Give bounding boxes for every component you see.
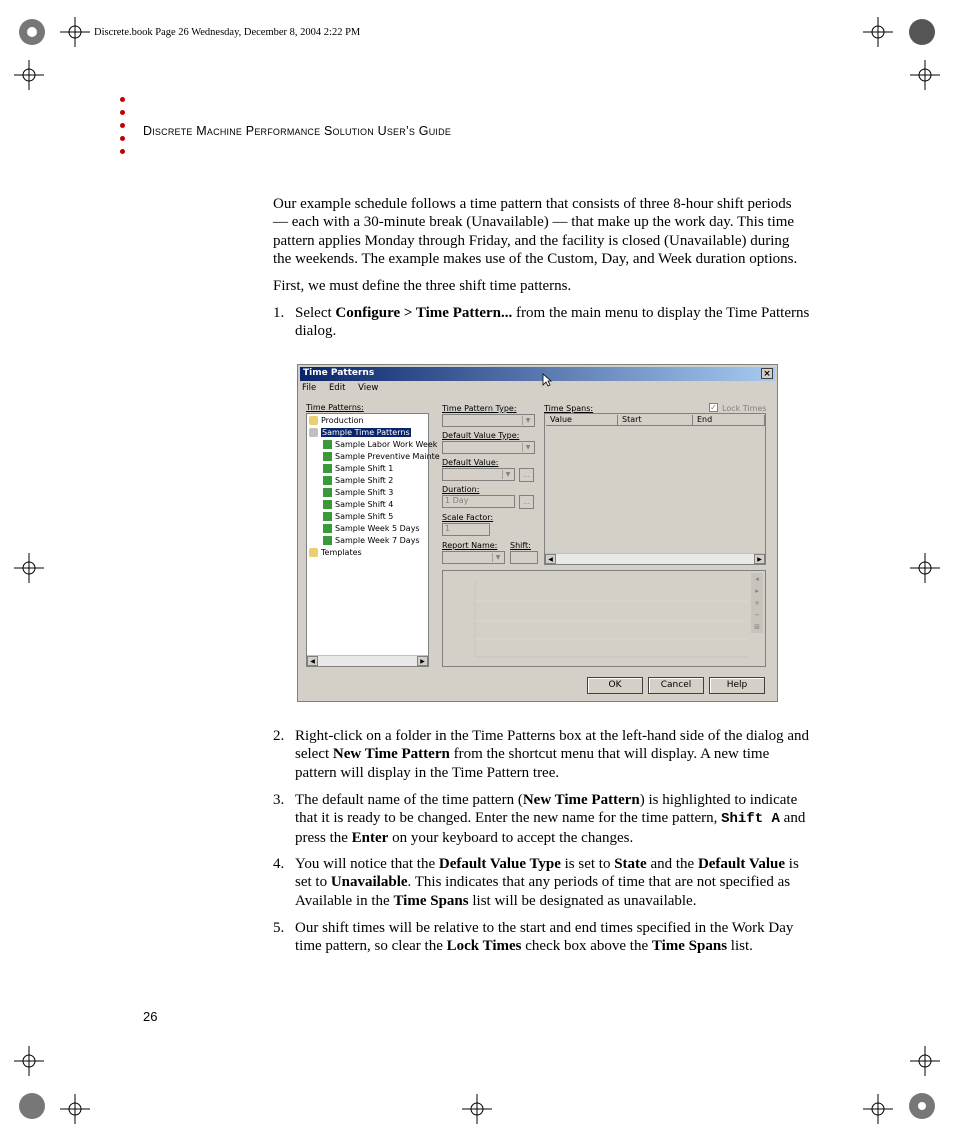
report-name-label: Report Name: — [442, 541, 498, 550]
time-pattern-chart — [442, 570, 766, 667]
tree-label: Time Patterns: — [306, 403, 364, 412]
margin-bullets — [120, 97, 130, 162]
default-value-button[interactable]: ... — [519, 468, 534, 482]
pattern-icon — [323, 476, 332, 485]
crop-mark-icon — [60, 17, 90, 47]
report-name-select[interactable] — [442, 551, 505, 564]
print-header: Discrete.book Page 26 Wednesday, December 8, 2004 2:22 PM — [94, 27, 361, 38]
tree-item[interactable]: Sample Preventive Mainte — [335, 452, 440, 461]
scale-label: Scale Factor: — [442, 513, 494, 522]
column-header[interactable]: Start — [618, 415, 693, 426]
help-button[interactable]: Help — [709, 677, 765, 694]
chart-grid — [443, 571, 765, 666]
tree-item[interactable]: Sample Shift 5 — [335, 512, 394, 521]
pattern-icon — [323, 440, 332, 449]
tree-item[interactable]: Sample Shift 4 — [335, 500, 394, 509]
tree-scrollbar[interactable] — [307, 655, 428, 666]
crop-mark-icon — [863, 1094, 893, 1124]
folder-icon — [309, 416, 318, 425]
duration-button[interactable]: ... — [519, 495, 534, 509]
scale-field[interactable]: 1 — [442, 523, 490, 536]
crop-mark-icon — [907, 1091, 937, 1121]
lock-times-checkbox[interactable]: ✓ — [710, 403, 717, 412]
pattern-icon — [323, 512, 332, 521]
crop-mark-icon — [910, 553, 940, 583]
ok-button[interactable]: OK — [587, 677, 643, 694]
pattern-type-select[interactable] — [442, 414, 535, 427]
scroll-left-icon[interactable]: ◀ — [545, 554, 556, 564]
grid-scrollbar[interactable] — [545, 553, 765, 564]
crop-mark-icon — [462, 1094, 492, 1124]
tree-item[interactable]: Production — [321, 416, 364, 425]
menu-edit[interactable]: Edit — [328, 383, 346, 393]
pattern-icon — [323, 488, 332, 497]
folder-icon — [309, 428, 318, 437]
tree-item[interactable]: Sample Shift 3 — [335, 488, 394, 497]
menu-bar — [302, 383, 388, 395]
pattern-icon — [323, 500, 332, 509]
close-icon[interactable]: × — [761, 368, 773, 379]
crop-mark-icon — [14, 553, 44, 583]
crop-mark-icon — [17, 1091, 47, 1121]
crop-mark-icon — [14, 60, 44, 90]
crop-mark-icon — [907, 17, 937, 47]
shift-label: Shift: — [510, 541, 531, 550]
column-header[interactable]: End — [693, 415, 765, 426]
pattern-icon — [323, 536, 332, 545]
default-type-label: Default Value Type: — [442, 431, 520, 440]
tree-item[interactable]: Sample Shift 1 — [335, 464, 394, 473]
scroll-right-icon[interactable]: ▶ — [754, 554, 765, 564]
crop-mark-icon — [910, 1046, 940, 1076]
chart-nav-icons[interactable]: ◂ ▸ + − ⊞ — [751, 573, 763, 633]
mouse-cursor-icon — [542, 373, 552, 387]
pattern-type-label: Time Pattern Type: — [442, 404, 517, 413]
time-patterns-dialog — [297, 364, 778, 702]
crop-mark-icon — [17, 17, 47, 47]
time-pattern-tree[interactable] — [306, 413, 440, 667]
folder-icon — [309, 548, 318, 557]
tree-item[interactable]: Sample Week 7 Days — [335, 536, 420, 545]
duration-label: Duration: — [442, 485, 480, 494]
page-number: 26 — [143, 1009, 158, 1024]
pattern-icon — [323, 452, 332, 461]
duration-field[interactable]: 1 Day — [442, 495, 515, 508]
pattern-icon — [323, 524, 332, 533]
intro-paragraph: Our example schedule follows a time pattern that consists of three 8-hour shift periods — each with a 30-minute break (Unavailable) — that make up the work day. This time pattern applies Monday through Friday, and the facility is closed (Unavailable) during the weekends. The example makes use of the Custom, Day, and Week duration options. — [273, 196, 798, 267]
cancel-button[interactable]: Cancel — [648, 677, 704, 694]
time-spans-label: Time Spans: — [544, 404, 594, 413]
chevron-down-icon: ▼ — [502, 470, 513, 479]
menu-file[interactable]: File — [302, 383, 317, 393]
tree-item[interactable]: Sample Shift 2 — [335, 476, 394, 485]
chevron-down-icon: ▼ — [492, 553, 503, 562]
crop-mark-icon — [910, 60, 940, 90]
default-value-label: Default Value: — [442, 458, 499, 467]
chapter-title: Discrete Machine Performance Solution User’s Guide — [143, 124, 452, 138]
first-paragraph: First, we must define the three shift time patterns. — [273, 278, 572, 294]
tree-item[interactable]: Sample Week 5 Days — [335, 524, 420, 533]
scroll-left-icon[interactable]: ◀ — [307, 656, 318, 666]
tree-item[interactable]: Templates — [321, 548, 362, 557]
tree-item-selected[interactable]: Sample Time Patterns — [322, 428, 410, 437]
pattern-icon — [323, 464, 332, 473]
dialog-titlebar: Time Patterns × — [300, 367, 775, 381]
default-value-select[interactable] — [442, 468, 515, 481]
menu-view[interactable]: View — [358, 383, 379, 393]
tree-item[interactable]: Sample Labor Work Week — [335, 440, 438, 449]
chevron-down-icon: ▼ — [522, 416, 533, 425]
column-header[interactable]: Value — [546, 415, 618, 426]
lock-times-label: Lock Times — [722, 404, 767, 413]
scroll-right-icon[interactable]: ▶ — [417, 656, 428, 666]
crop-mark-icon — [863, 17, 893, 47]
shift-field[interactable] — [510, 551, 538, 564]
default-type-select[interactable] — [442, 441, 535, 454]
crop-mark-icon — [14, 1046, 44, 1076]
crop-mark-icon — [60, 1094, 90, 1124]
chevron-down-icon: ▼ — [522, 443, 533, 452]
time-spans-grid[interactable] — [544, 413, 766, 565]
